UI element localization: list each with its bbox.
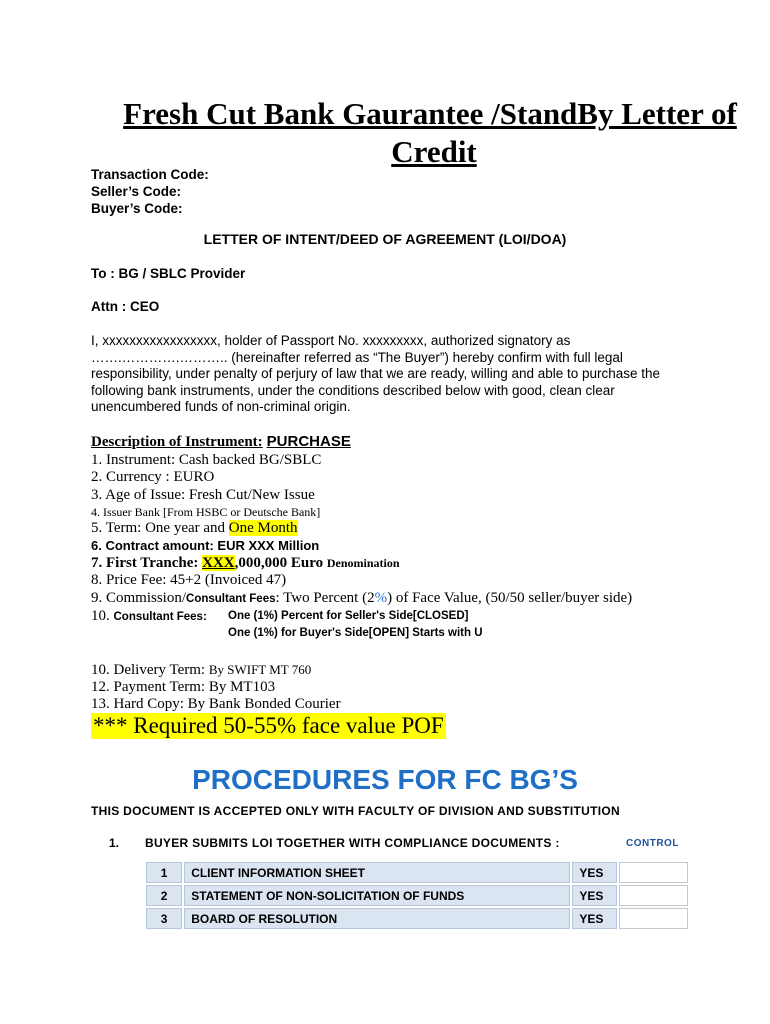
- row-document: BOARD OF RESOLUTION: [184, 908, 570, 929]
- row-number: 2: [146, 885, 182, 906]
- item-delivery-term: [91, 662, 311, 679]
- item-first-tranche-denomination: Denomination: [326, 556, 400, 570]
- paragraph-line: I, xxxxxxxxxxxxxxxxx, holder of Passport No. xxxxxxxxx, authorized signatory as: [91, 333, 571, 348]
- item-first-tranche-amount: ,000,000 Euro: [234, 555, 327, 571]
- title-line-1: Fresh Cut Bank Gaurantee /StandBy Letter of: [123, 96, 737, 131]
- acceptance-statement: THIS DOCUMENT IS ACCEPTED ONLY WITH FACULTY OF DIVISION AND SUBSTITUTION: [91, 804, 620, 818]
- code-block: [91, 166, 209, 217]
- row-number: 1: [146, 862, 182, 883]
- row-status: YES: [572, 862, 616, 883]
- row-status: YES: [572, 908, 616, 929]
- item-commission-post: ) of Face Value, (50/50 seller/buyer side): [387, 590, 633, 606]
- item-instrument: 1. Instrument: Cash backed BG/SBLC: [91, 452, 322, 468]
- item-payment-term: 12. Payment Term: By MT103: [91, 679, 276, 695]
- item-first-tranche-text: 7. First Tranche:: [91, 555, 203, 571]
- item-consultant-label: Consultant Fees:: [113, 611, 207, 623]
- document-title: [90, 95, 770, 171]
- consultant-seller-side: One (1%) Percent for Seller's Side[CLOSED]: [228, 610, 469, 622]
- paragraph-line: responsibility, under penalty of perjury of law that we are ready, willing and able to purchase the: [91, 366, 661, 382]
- row-control-cell[interactable]: [619, 885, 688, 906]
- item-commission: [91, 590, 632, 607]
- paragraph-line: …….………….……….. (hereinafter referred as “The Buyer”) hereby confirm with full legal: [91, 349, 623, 365]
- transaction-code-label: Transaction Code:: [91, 167, 209, 182]
- row-document: CLIENT INFORMATION SHEET: [184, 862, 570, 883]
- item-age-of-issue: 3. Age of Issue: Fresh Cut/New Issue: [91, 487, 315, 503]
- row-control-cell[interactable]: [619, 908, 688, 929]
- required-pof-notice: *** Required 50-55% face value POF: [93, 713, 444, 738]
- table-row: [146, 862, 688, 883]
- buyer-code-label: Buyer’s Code:: [91, 201, 183, 216]
- row-document: STATEMENT OF NON-SOLICITATION OF FUNDS: [184, 885, 570, 906]
- item-first-tranche-highlight: XXX: [202, 555, 235, 571]
- item-delivery-term-text: 10. Delivery Term:: [91, 662, 209, 678]
- title-line-2: Credit: [391, 134, 477, 169]
- item-commission-pre: 9. Commission/: [91, 590, 187, 606]
- item-delivery-term-value: By SWIFT MT 760: [208, 662, 312, 677]
- item-commission-percent: %: [374, 590, 388, 606]
- item-term: [91, 520, 298, 537]
- intent-paragraph: [91, 333, 691, 416]
- item-consultant-number: 10.: [91, 608, 114, 624]
- row-number: 3: [146, 908, 182, 929]
- item-consultant-fees: [91, 608, 207, 625]
- consultant-buyer-side: One (1%) for Buyer's Side[OPEN] Starts with U: [228, 627, 483, 639]
- item-commission-mid: : Two Percent (2: [275, 590, 375, 606]
- loi-heading: LETTER OF INTENT/DEED OF AGREEMENT (LOI/DOA): [203, 231, 567, 247]
- to-line: To : BG / SBLC Provider: [91, 266, 246, 281]
- control-label: CONTROL: [626, 838, 679, 849]
- item-issuer-bank: 4. Issuer Bank [From HSBC or Deutsche Bank]: [91, 505, 321, 519]
- procedures-heading: PROCEDURES FOR FC BG’S: [192, 764, 578, 795]
- paragraph-line: unencumbered funds of non-criminal origin.: [91, 399, 351, 415]
- description-value: PURCHASE: [266, 433, 351, 450]
- compliance-documents-table: [144, 860, 690, 931]
- step-number: 1.: [109, 836, 120, 850]
- item-contract-amount: 6. Contract amount: EUR XXX Million: [91, 538, 320, 553]
- description-label: Description of Instrument:: [91, 434, 263, 450]
- row-control-cell[interactable]: [619, 862, 688, 883]
- seller-code-label: Seller’s Code:: [91, 184, 182, 199]
- item-commission-consultant: Consultant Fees: [186, 593, 276, 605]
- item-first-tranche: [91, 555, 400, 572]
- row-status: YES: [572, 885, 616, 906]
- item-currency: [91, 469, 214, 486]
- table-row: [146, 908, 688, 929]
- item-term-text: 5. Term: One year and: [91, 520, 229, 536]
- item-hard-copy: 13. Hard Copy: By Bank Bonded Courier: [91, 696, 341, 712]
- table-row: [146, 885, 688, 906]
- item-price-fee: 8. Price Fee: 45+2 (Invoiced 47): [91, 572, 287, 588]
- item-currency-text: 2. Currency : EURO: [91, 469, 215, 485]
- attn-line: Attn : CEO: [91, 299, 160, 314]
- item-term-highlight: One Month: [228, 520, 298, 536]
- paragraph-line: following bank instruments, under the conditions described below with good, clean clear: [91, 382, 615, 398]
- description-heading: [91, 433, 351, 451]
- step-text: BUYER SUBMITS LOI TOGETHER WITH COMPLIANCE DOCUMENTS :: [145, 836, 560, 850]
